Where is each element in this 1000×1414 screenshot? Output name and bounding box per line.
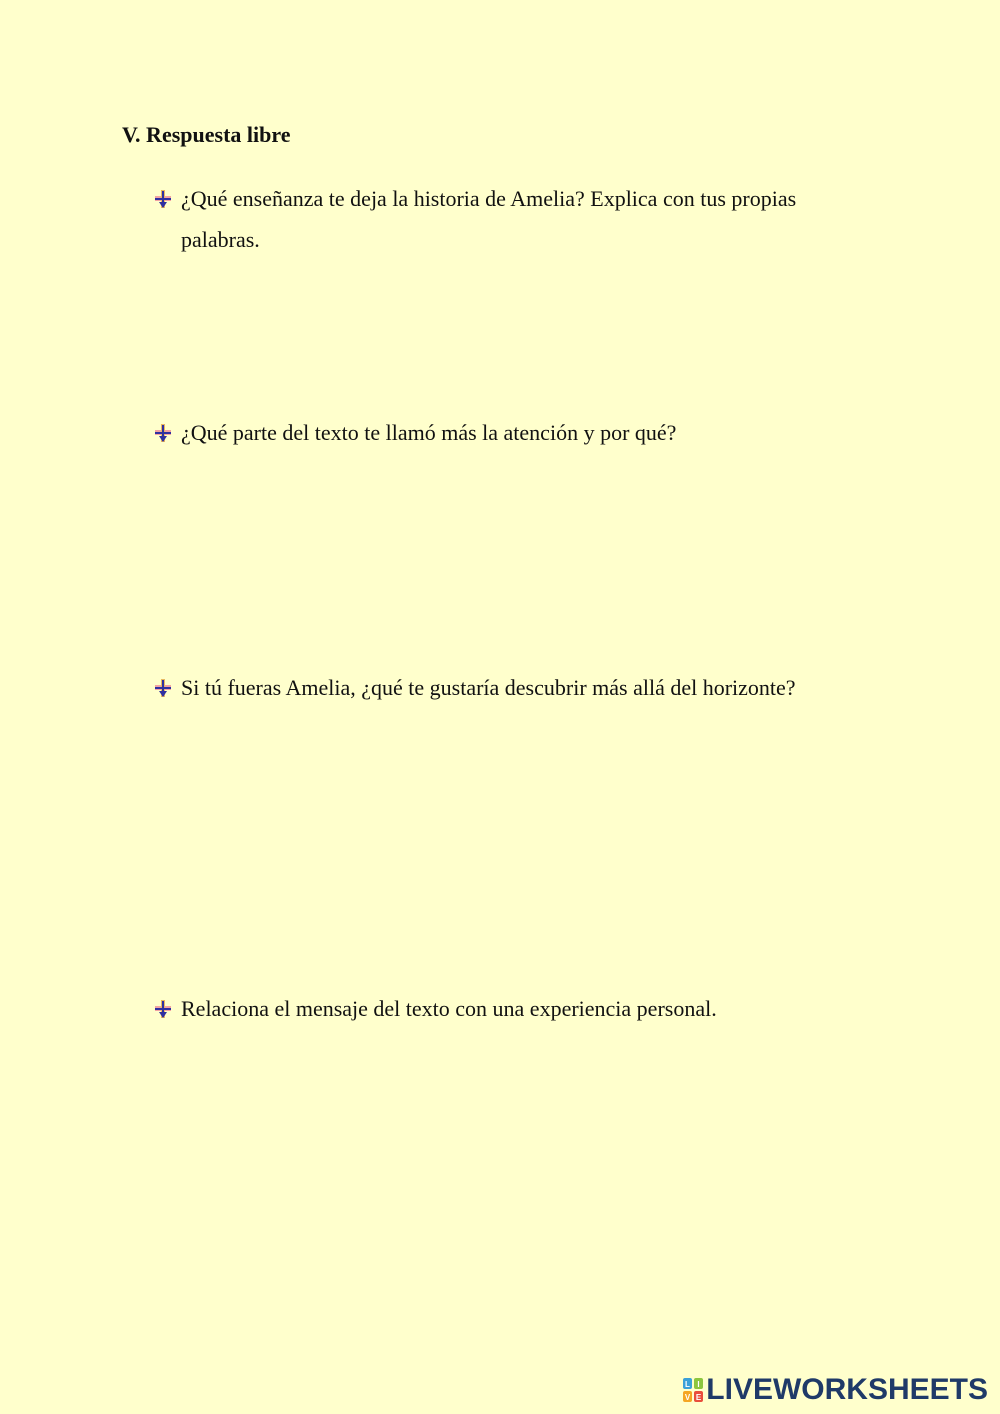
- question-4: [152, 994, 852, 1029]
- logo-text: LIVEWORKSHEETS: [706, 1373, 988, 1406]
- svg-text:L: L: [685, 1380, 691, 1389]
- plus-arrow-bullet-icon: [152, 998, 174, 1020]
- svg-text:E: E: [696, 1393, 702, 1402]
- plus-arrow-bullet-icon: [152, 188, 174, 210]
- question-2: [152, 418, 852, 453]
- question-text: Relaciona el mensaje del texto con una experiencia personal.: [181, 996, 717, 1021]
- liveworksheets-logo-icon: [682, 1377, 704, 1403]
- question-3: [152, 673, 852, 708]
- question-1: [152, 184, 852, 260]
- plus-arrow-bullet-icon: [152, 677, 174, 699]
- plus-arrow-bullet-icon: [152, 422, 174, 444]
- svg-text:I: I: [697, 1380, 700, 1389]
- liveworksheets-logo: [682, 1373, 988, 1407]
- question-text: ¿Qué enseñanza te deja la historia de Amelia? Explica con tus propias palabras.: [181, 186, 797, 252]
- question-text: Si tú fueras Amelia, ¿qué te gustaría descubrir más allá del horizonte?: [181, 675, 796, 700]
- svg-text:V: V: [685, 1393, 691, 1402]
- section-title: V. Respuesta libre: [122, 122, 291, 147]
- question-text: ¿Qué parte del texto te llamó más la atención y por qué?: [181, 420, 677, 445]
